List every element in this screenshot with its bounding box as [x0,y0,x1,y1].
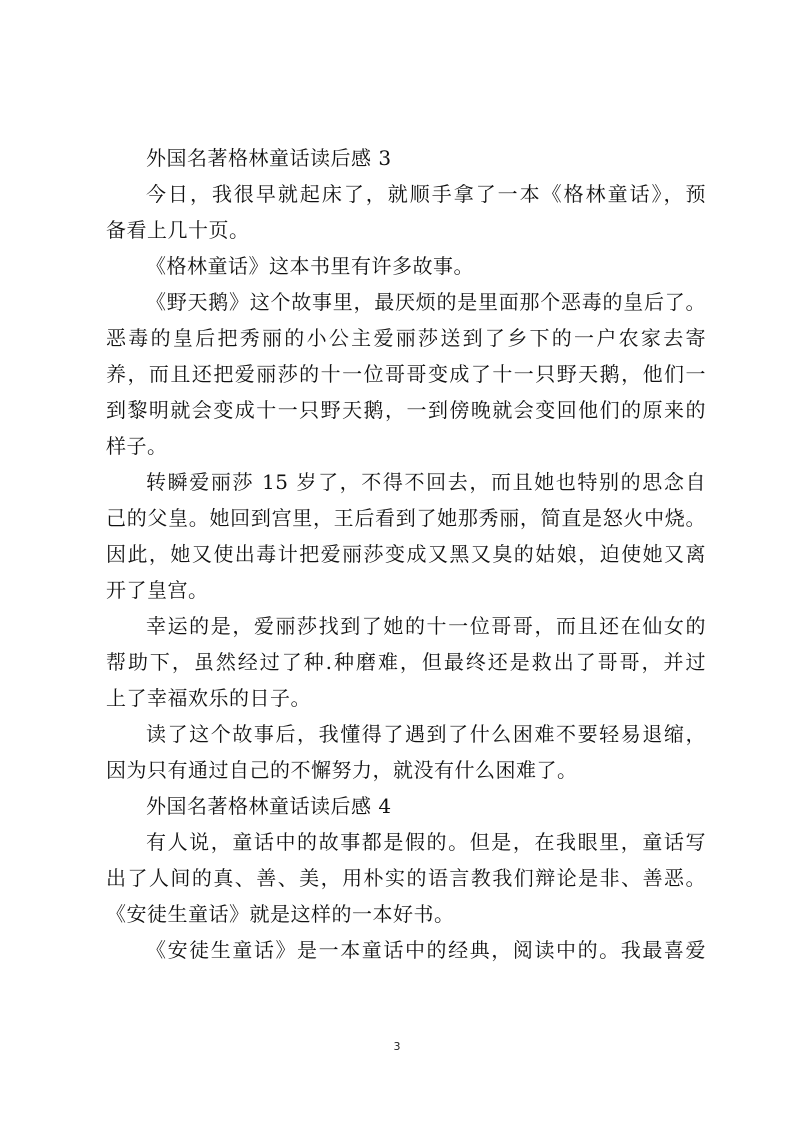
paragraph-line: 开了皇宫。 [106,578,209,602]
paragraph-line: 今日，我很早就起床了，就顺手拿了一本《格林童话》，预 [146,182,706,206]
section-heading-4: 外国名著格林童话读后感 4 [146,794,392,818]
paragraph-line: 恶毒的皇后把秀丽的小公主爱丽莎送到了乡下的一户农家去寄 [106,326,706,350]
paragraph-line: 到黎明就会变成十一只野天鹅，一到傍晚就会变回他们的原来的 [106,398,706,422]
section-heading-3: 外国名著格林童话读后感 3 [146,146,392,170]
paragraph-line: 《格林童话》这本书里有许多故事。 [146,254,474,278]
paragraph-line: 因为只有通过自己的不懈努力，就没有什么困难了。 [106,758,578,782]
paragraph-line: 己的父皇。她回到宫里，王后看到了她那秀丽，简直是怒火中烧。 [106,506,706,530]
paragraph-line: 《野天鹅》这个故事里，最厌烦的是里面那个恶毒的皇后了。 [146,290,706,314]
paragraph-line: 读了这个故事后，我懂得了遇到了什么困难不要轻易退缩， [146,722,706,746]
paragraph-line: 出了人间的真、善、美，用朴实的语言教我们辩论是非、善恶。 [106,866,706,890]
document-body [106,140,706,968]
paragraph-line: 《安徒生童话》就是这样的一本好书。 [106,902,455,926]
paragraph-line: 幸运的是，爱丽莎找到了她的十一位哥哥，而且还在仙女的 [146,614,706,638]
paragraph-line: 有人说，童话中的故事都是假的。但是，在我眼里，童话写 [146,830,706,854]
paragraph-line: 因此，她又使出毒计把爱丽莎变成又黑又臭的姑娘，迫使她又离 [106,542,706,566]
page-number: 3 [393,1040,401,1053]
paragraph-line: 转瞬爱丽莎 15 岁了，不得不回去，而且她也特别的思念自 [146,470,706,494]
paragraph-line: 帮助下，虽然经过了种.种磨难，但最终还是救出了哥哥，并过 [106,650,706,674]
paragraph-line: 养，而且还把爱丽莎的十一位哥哥变成了十一只野天鹅，他们一 [106,362,706,386]
paragraph-line: 上了幸福欢乐的日子。 [106,686,311,710]
paragraph-line: 《安徒生童话》是一本童话中的经典，阅读中的。我最喜爱 [146,938,706,962]
paragraph-line: 样子。 [106,434,168,458]
paragraph-line: 备看上几十页。 [106,218,250,242]
